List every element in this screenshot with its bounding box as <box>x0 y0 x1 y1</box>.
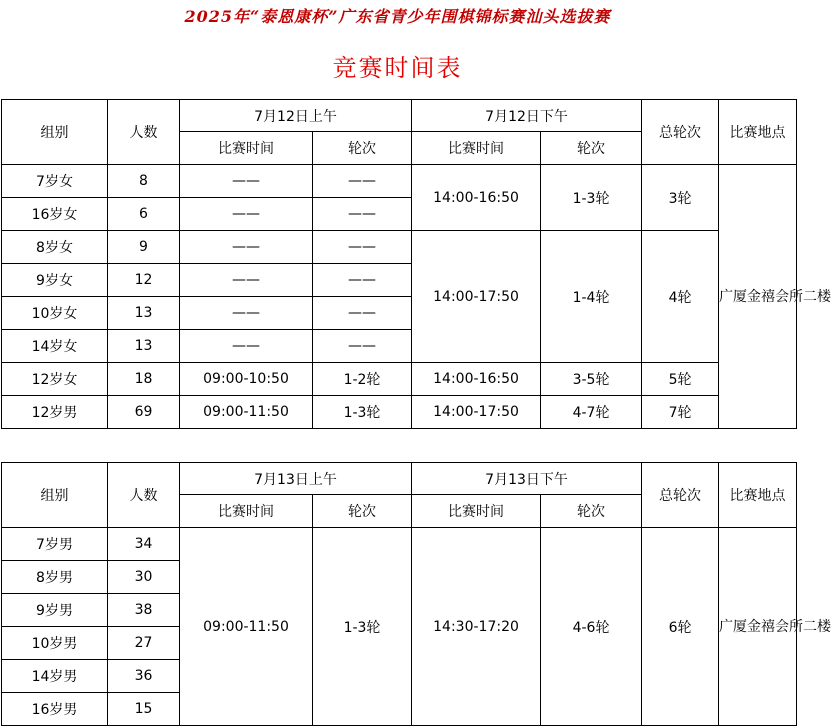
page-title: 竞赛时间表 <box>332 54 463 82</box>
morning-header: 7月12日上午 <box>180 100 412 132</box>
am-round-cell: —— <box>313 330 412 363</box>
table-row <box>2 528 797 561</box>
am-time-cell: 09:00-11:50 <box>180 528 313 726</box>
count-cell: 6 <box>108 198 180 231</box>
morning-header: 7月13日上午 <box>180 463 412 495</box>
am-round-cell: —— <box>313 165 412 198</box>
count-cell: 8 <box>108 165 180 198</box>
group-cell: 9岁男 <box>2 594 108 627</box>
col-header-am-round: 轮次 <box>313 495 412 528</box>
table-row <box>2 231 797 264</box>
pm-round-cell: 1-3轮 <box>541 165 642 231</box>
table-row <box>2 396 797 429</box>
group-cell: 12岁女 <box>2 363 108 396</box>
col-header-am-time: 比赛时间 <box>180 132 313 165</box>
count-cell: 9 <box>108 231 180 264</box>
col-header-count: 人数 <box>108 100 180 165</box>
total-rounds-cell: 6轮 <box>642 528 719 726</box>
venue-cell: 广厦金禧会所二楼 <box>719 165 797 429</box>
am-time-cell: —— <box>180 330 313 363</box>
afternoon-header: 7月12日下午 <box>412 100 642 132</box>
pm-time-cell: 14:00-16:50 <box>412 165 541 231</box>
group-cell: 10岁男 <box>2 627 108 660</box>
schedule-table-jul13 <box>1 462 831 726</box>
group-cell: 9岁女 <box>2 264 108 297</box>
col-header-group: 组别 <box>2 100 108 165</box>
group-cell: 8岁男 <box>2 561 108 594</box>
am-time-cell: —— <box>180 165 313 198</box>
total-rounds-cell: 7轮 <box>642 396 719 429</box>
count-cell: 12 <box>108 264 180 297</box>
am-round-cell: 1-2轮 <box>313 363 412 396</box>
col-header-pm-round: 轮次 <box>541 495 642 528</box>
am-round-cell: —— <box>313 231 412 264</box>
group-cell: 16岁男 <box>2 693 108 726</box>
col-header-venue: 比赛地点 <box>719 463 797 528</box>
pm-round-cell: 3-5轮 <box>541 363 642 396</box>
col-header-total-rounds: 总轮次 <box>642 100 719 165</box>
group-cell: 12岁男 <box>2 396 108 429</box>
count-cell: 13 <box>108 330 180 363</box>
col-header-pm-time: 比赛时间 <box>412 495 541 528</box>
am-round-cell: —— <box>313 297 412 330</box>
am-round-cell: —— <box>313 198 412 231</box>
pm-time-cell: 14:00-16:50 <box>412 363 541 396</box>
col-header-pm-round: 轮次 <box>541 132 642 165</box>
pm-round-cell: 4-6轮 <box>541 528 642 726</box>
total-rounds-cell: 4轮 <box>642 231 719 363</box>
count-cell: 18 <box>108 363 180 396</box>
col-header-am-round: 轮次 <box>313 132 412 165</box>
group-cell: 7岁男 <box>2 528 108 561</box>
pm-round-cell: 4-7轮 <box>541 396 642 429</box>
count-cell: 34 <box>108 528 180 561</box>
col-header-am-time: 比赛时间 <box>180 495 313 528</box>
pm-time-cell: 14:30-17:20 <box>412 528 541 726</box>
group-cell: 16岁女 <box>2 198 108 231</box>
col-header-pm-time: 比赛时间 <box>412 132 541 165</box>
total-rounds-cell: 5轮 <box>642 363 719 396</box>
col-header-group: 组别 <box>2 463 108 528</box>
group-cell: 10岁女 <box>2 297 108 330</box>
group-cell: 14岁女 <box>2 330 108 363</box>
count-cell: 36 <box>108 660 180 693</box>
group-cell: 8岁女 <box>2 231 108 264</box>
col-header-venue: 比赛地点 <box>719 100 797 165</box>
venue-cell: 广厦金禧会所二楼 <box>719 528 797 726</box>
afternoon-header: 7月13日下午 <box>412 463 642 495</box>
pm-time-cell: 14:00-17:50 <box>412 231 541 363</box>
table-row <box>2 363 797 396</box>
am-time-cell: —— <box>180 297 313 330</box>
group-cell: 7岁女 <box>2 165 108 198</box>
total-rounds-cell: 3轮 <box>642 165 719 231</box>
count-cell: 15 <box>108 693 180 726</box>
count-cell: 30 <box>108 561 180 594</box>
count-cell: 13 <box>108 297 180 330</box>
pm-round-cell: 1-4轮 <box>541 231 642 363</box>
col-header-count: 人数 <box>108 463 180 528</box>
schedule-table-jul12 <box>1 99 831 429</box>
pm-time-cell: 14:00-17:50 <box>412 396 541 429</box>
header-title: 2025年“泰恩康杯”广东省青少年围棋锦标赛汕头选拔赛 <box>184 7 611 26</box>
am-round-cell: 1-3轮 <box>313 528 412 726</box>
col-header-total-rounds: 总轮次 <box>642 463 719 528</box>
am-time-cell: —— <box>180 231 313 264</box>
am-time-cell: 09:00-10:50 <box>180 363 313 396</box>
am-round-cell: —— <box>313 264 412 297</box>
table-row <box>2 165 797 198</box>
count-cell: 69 <box>108 396 180 429</box>
group-cell: 14岁男 <box>2 660 108 693</box>
am-time-cell: —— <box>180 198 313 231</box>
count-cell: 38 <box>108 594 180 627</box>
am-time-cell: —— <box>180 264 313 297</box>
am-time-cell: 09:00-11:50 <box>180 396 313 429</box>
am-round-cell: 1-3轮 <box>313 396 412 429</box>
count-cell: 27 <box>108 627 180 660</box>
